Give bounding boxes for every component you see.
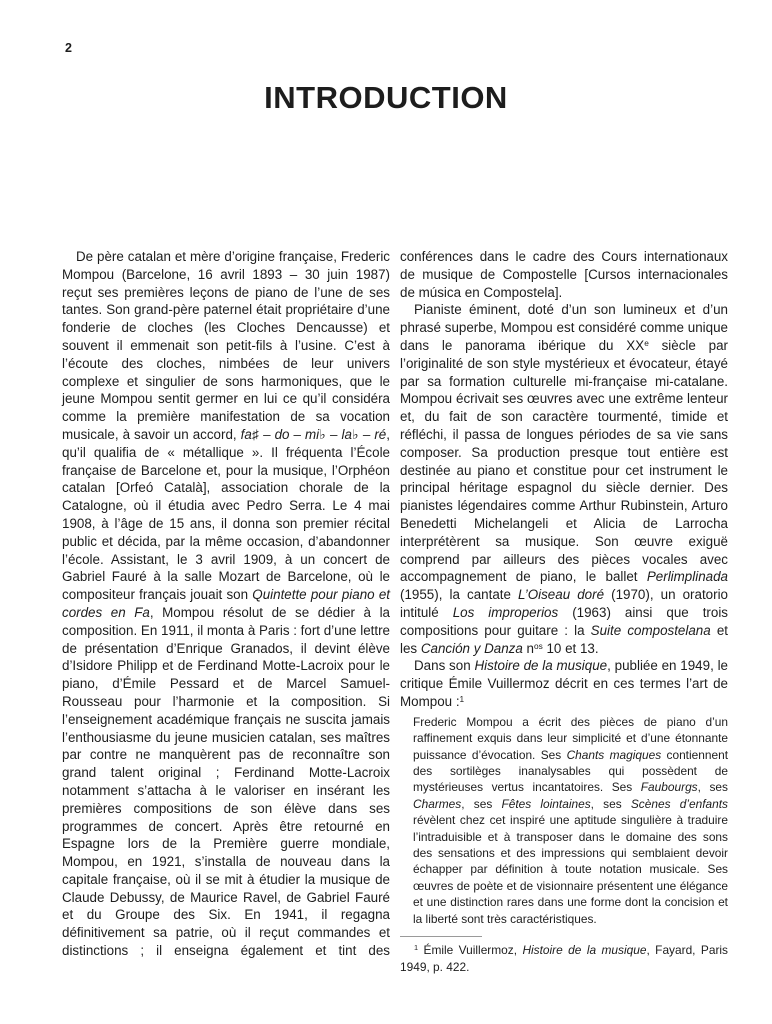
paragraph-biography: De père catalan et mère d’origine française, Frederic Mompou (Barcelone, 16 avril 1893 – 30 juin 1987) reçut ses premières leçons de piano de l’une de ses tantes. Son grand-père paternel était propriétaire d’une fonderie de cloches (les Cloches Dencausse) et souvent il emmenait son petit-fils à l’usine. C’est à l’écoute des cloches, nimbées de leur univers complexe et singulier de sons harmoniques, que le jeune Mompou sentit germer en lui ce qu’il considéra comme la première manifestation de sa vocation musicale, à savoir un accord, fa♯ – do – mi♭ – la♭ – ré, qu’il qualifia de « métallique ». Il fréquenta l’École française de Barcelone et, pour la musique, l’Orphéon catalan [Orfeó Català], association chorale de la Catalogne, où il étudia avec Pedro Serra. Le 4 mai 1908, à l’âge de 15 ans, il donna son premier récital public et décida, par la même occasion, d’abandonner l’école. Assistant, le 3 avril 1909, à un concert de Gabriel Fauré à la salle Mozart de Barcelone, où le compositeur français jouait son Quintette pour piano et cordes en Fa, Mompou résolut de se dédier à la composition. En 1911, il monta à Paris : fort d’une lettre de présentation d’Enrique Granados, il devint élève d’Isidore Philipp et de Ferdinand Motte-Lacroix pour le piano, d’Émile Pessard et de Marcel Samuel-Rousseau pour l’harmonie et la composition. Si l’enseignement académique français ne suscita jamais l’enthousiasme du jeune musicien catalan, ses maîtres par contre ne manquèrent pas de reconnaître son grand talent original ; Ferdinand Motte-Lacroix notamment s’attacha à le valoriser en insérant les premières compositions de son élève dans ses programmes de concert. Après être retourné en Espagne lors de la Première guerre mondiale, Mompou, en 1921, s’installa de nouveau dans la capitale française, où il se mit à étudier la musique de Claude Debussy, de Maurice Ravel, de Gabriel Fauré et du Groupe des Six. En 1941, il regagna définitivement sa patrie, où il reçut commandes et distinctions ; il enseigna également et tint des (62, 249, 390, 959)
paragraph-biography-continuation: conférences dans le cadre des Cours internationaux de musique de Compostelle [Cursos internacionales de música en Compostela]. (400, 249, 728, 300)
footnote-divider (400, 936, 482, 937)
two-column-text-body (62, 248, 728, 976)
left-column (62, 248, 390, 976)
paragraph-vuillermoz-intro: Dans son Histoire de la musique, publiée en 1949, le critique Émile Vuillermoz décrit en ces termes l’art de Mompou :$^1$ (400, 658, 729, 709)
block-quote-vuillermoz: Frederic Mompou a écrit des pièces de piano d’un raffinement exquis dans leur simplicité et d’une étonnante puissance d’évocation. Ses Chants magiques contiennent des sortilèges inanalysables qui possèdent de mystérieuses vertus incantatoires. Ses Faubourgs, ses Charmes, ses Fêtes lointaines, ses Scènes d’enfants révèlent chez cet inspiré une aptitude singulière à traduire l’intraduisible et à transposer dans le domaine des sons des sensations et des impressions qui semblaient devoir échapper par définition à toute notation musicale. Ses œuvres de poète et de visionnaire présentent une élégance et une distinction rares dans une forme dont la concision et la liberté sont très caractéristiques. (413, 714, 728, 926)
page-number: 2 (65, 41, 72, 55)
page-title: INTRODUCTION (264, 80, 508, 115)
right-column (400, 248, 728, 976)
footnote-citation: $^1$ Émile Vuillermoz, Histoire de la musique, Fayard, Paris 1949, p. 422. (400, 943, 728, 974)
paragraph-pianist-oeuvre: Pianiste éminent, doté d’un son lumineux et d’un phrasé superbe, Mompou est considéré comme unique dans le panorama ibérique du XXe siècle par l’originalité de son style mystérieux et évocateur, étayé par sa formation culturelle mi-française mi-catalane. Mompou écrivait ses œuvres avec une extrême lenteur et, du fait de son caractère tourmenté, timide et réfléchi, il passa de longues périodes de sa vie sans composer. Sa production presque tout entière est destinée au piano et constitue pour cet instrument le principal héritage espagnol du siècle dernier. Des pianistes légendaires comme Arthur Rubinstein, Arturo Benedetti Michelangeli et Alicia de Larrocha interprétèrent sa musique. Son œuvre exiguë comprend par ailleurs des pièces vocales avec accompagnement de piano, le ballet Perlimplinada (1955), la cantate L’Oiseau doré (1970), un oratorio intitulé Los improperios (1963) ainsi que trois compositions pour guitare : la Suite compostelana et les Canción y Danza $n^{os}$ 10 et 13. (400, 302, 729, 656)
